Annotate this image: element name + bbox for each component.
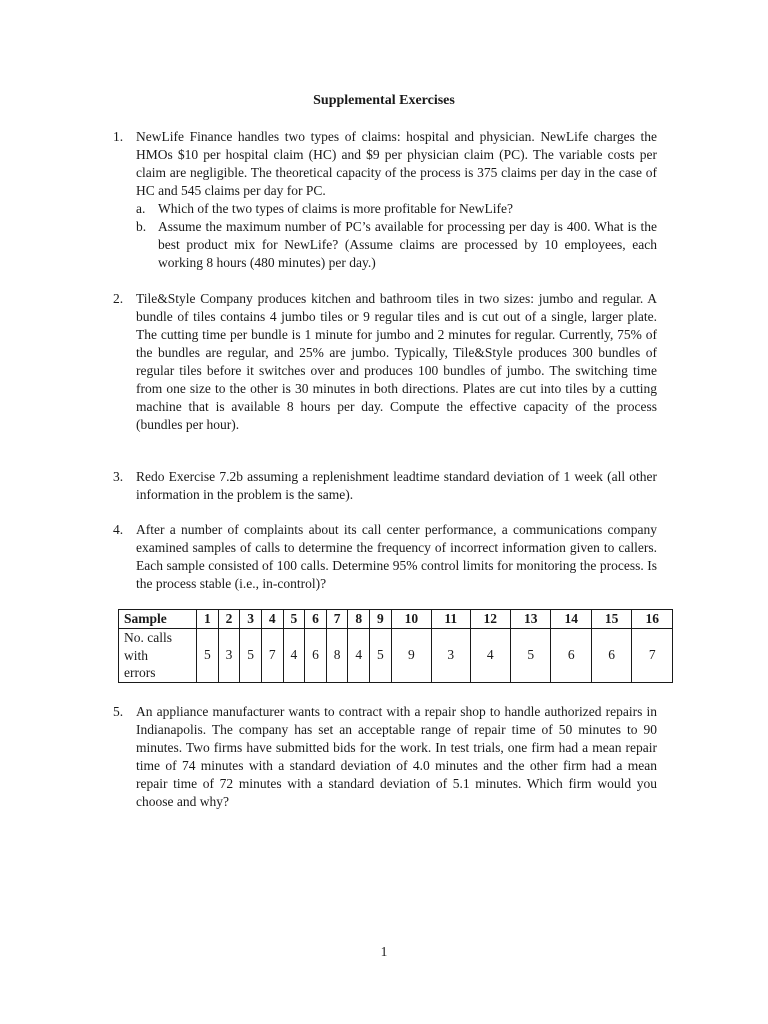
sample-number-cell: 15: [591, 610, 631, 629]
page-title: Supplemental Exercises: [313, 93, 455, 108]
sample-number-cell: 13: [510, 610, 550, 629]
exercise-text: After a number of complaints about its call center performance, a communications company examined samples of calls to determine the frequency of incorrect information given to callers. Each sample consisted of 100 calls. Determine 95% control limits for monitoring the process. Is the process stable (i.e., in-control)?: [136, 522, 657, 591]
error-count-cell: 5: [510, 629, 550, 683]
sample-number-cell: 7: [326, 610, 348, 629]
sample-number-cell: 4: [261, 610, 283, 629]
error-count-cell: 9: [391, 629, 431, 683]
call-errors-table: [118, 609, 673, 683]
exercise-number: 3.: [113, 469, 124, 484]
error-count-cell: 4: [348, 629, 370, 683]
sample-number-cell: 11: [432, 610, 470, 629]
part-text: Which of the two types of claims is more profitable for NewLife?: [158, 201, 514, 216]
error-count-cell: 7: [632, 629, 673, 683]
exercise-2: [113, 290, 657, 434]
exercise-1: [113, 128, 657, 272]
part-letter: a.: [136, 201, 146, 216]
sample-number-cell: 2: [218, 610, 240, 629]
exercise-number: 2.: [113, 291, 124, 306]
exercise-text: Tile&Style Company produces kitchen and bathroom tiles in two sizes: jumbo and regular. A bundle of tiles contains 4 jumbo tiles or 9 regular tiles and is cut out of a single, larger plate. The cutting time per bundle is 1 minute for jumbo and 2 minutes for regular. Currently, 75% of the bundles are regular, and 25% are jumbo. Typically, Tile&Style produces 300 bundles of regular tiles before it switches over and produces 100 bundles of jumbo. The switching time from one size to the other is 30 minutes in both directions. Plates are cut into tiles by a cutting machine that is available 8 hours per day. Compute the effective capacity of the process (bundles per hour).: [136, 291, 657, 432]
error-count-cell: 3: [432, 629, 470, 683]
exercise-5: [113, 703, 657, 811]
error-count-cell: 6: [591, 629, 631, 683]
sample-number-cell: 8: [348, 610, 370, 629]
sample-number-cell: 6: [305, 610, 327, 629]
part-letter: b.: [136, 219, 147, 234]
exercise-part-b: [136, 218, 657, 272]
error-count-cell: 6: [551, 629, 591, 683]
table-row: [119, 629, 673, 683]
error-count-cell: 7: [261, 629, 283, 683]
part-text: Assume the maximum number of PC’s available for processing per day is 400. What is the best product mix for NewLife? (Assume claims are processed by 10 employees, each working 8 hours (480 minutes) per day.): [158, 219, 657, 270]
exercise-text: NewLife Finance handles two types of claims: hospital and physician. NewLife charges the HMOs $10 per hospital claim (HC) and $9 per physician claim (PC). The variable costs per claim are negligible. The theoretical capacity of the process is 375 claims per day in the case of HC and 545 claims per day for PC.: [136, 129, 657, 198]
sample-number-cell: 5: [283, 610, 305, 629]
error-count-cell: 4: [283, 629, 305, 683]
error-count-cell: 8: [326, 629, 348, 683]
error-count-cell: 5: [370, 629, 392, 683]
sample-number-cell: 9: [370, 610, 392, 629]
sample-number-cell: 12: [470, 610, 510, 629]
exercise-number: 5.: [113, 704, 124, 719]
exercise-text: An appliance manufacturer wants to contract with a repair shop to handle authorized repairs in Indianapolis. The company has set an acceptable range of repair time of 50 minutes to 90 minutes. Two firms have submitted bids for the work. In test trials, one firm had a mean repair time of 74 minutes with a standard deviation of 4.0 minutes and the other firm had a mean repair time of 72 minutes with a standard deviation of 5.1 minutes. Which firm would you choose and why?: [136, 704, 657, 809]
sample-number-cell: 1: [197, 610, 219, 629]
exercise-3: [113, 468, 657, 504]
exercise-number: 1.: [113, 129, 124, 144]
exercise-part-a: [136, 200, 657, 218]
exercise-number: 4.: [113, 522, 124, 537]
error-count-cell: 5: [240, 629, 262, 683]
page-number: 1: [380, 944, 388, 959]
row-label: No. calls with errors: [119, 629, 197, 683]
sample-number-cell: 16: [632, 610, 673, 629]
error-count-cell: 3: [218, 629, 240, 683]
error-count-cell: 5: [197, 629, 219, 683]
header-label: Sample: [119, 610, 197, 629]
sample-number-cell: 14: [551, 610, 591, 629]
exercise-4: [113, 521, 657, 593]
table-header-row: [119, 610, 673, 629]
error-count-cell: 4: [470, 629, 510, 683]
exercise-text: Redo Exercise 7.2b assuming a replenishment leadtime standard deviation of 1 week (all other information in the problem is the same).: [136, 469, 657, 502]
error-count-cell: 6: [305, 629, 327, 683]
sample-number-cell: 3: [240, 610, 262, 629]
sample-number-cell: 10: [391, 610, 431, 629]
